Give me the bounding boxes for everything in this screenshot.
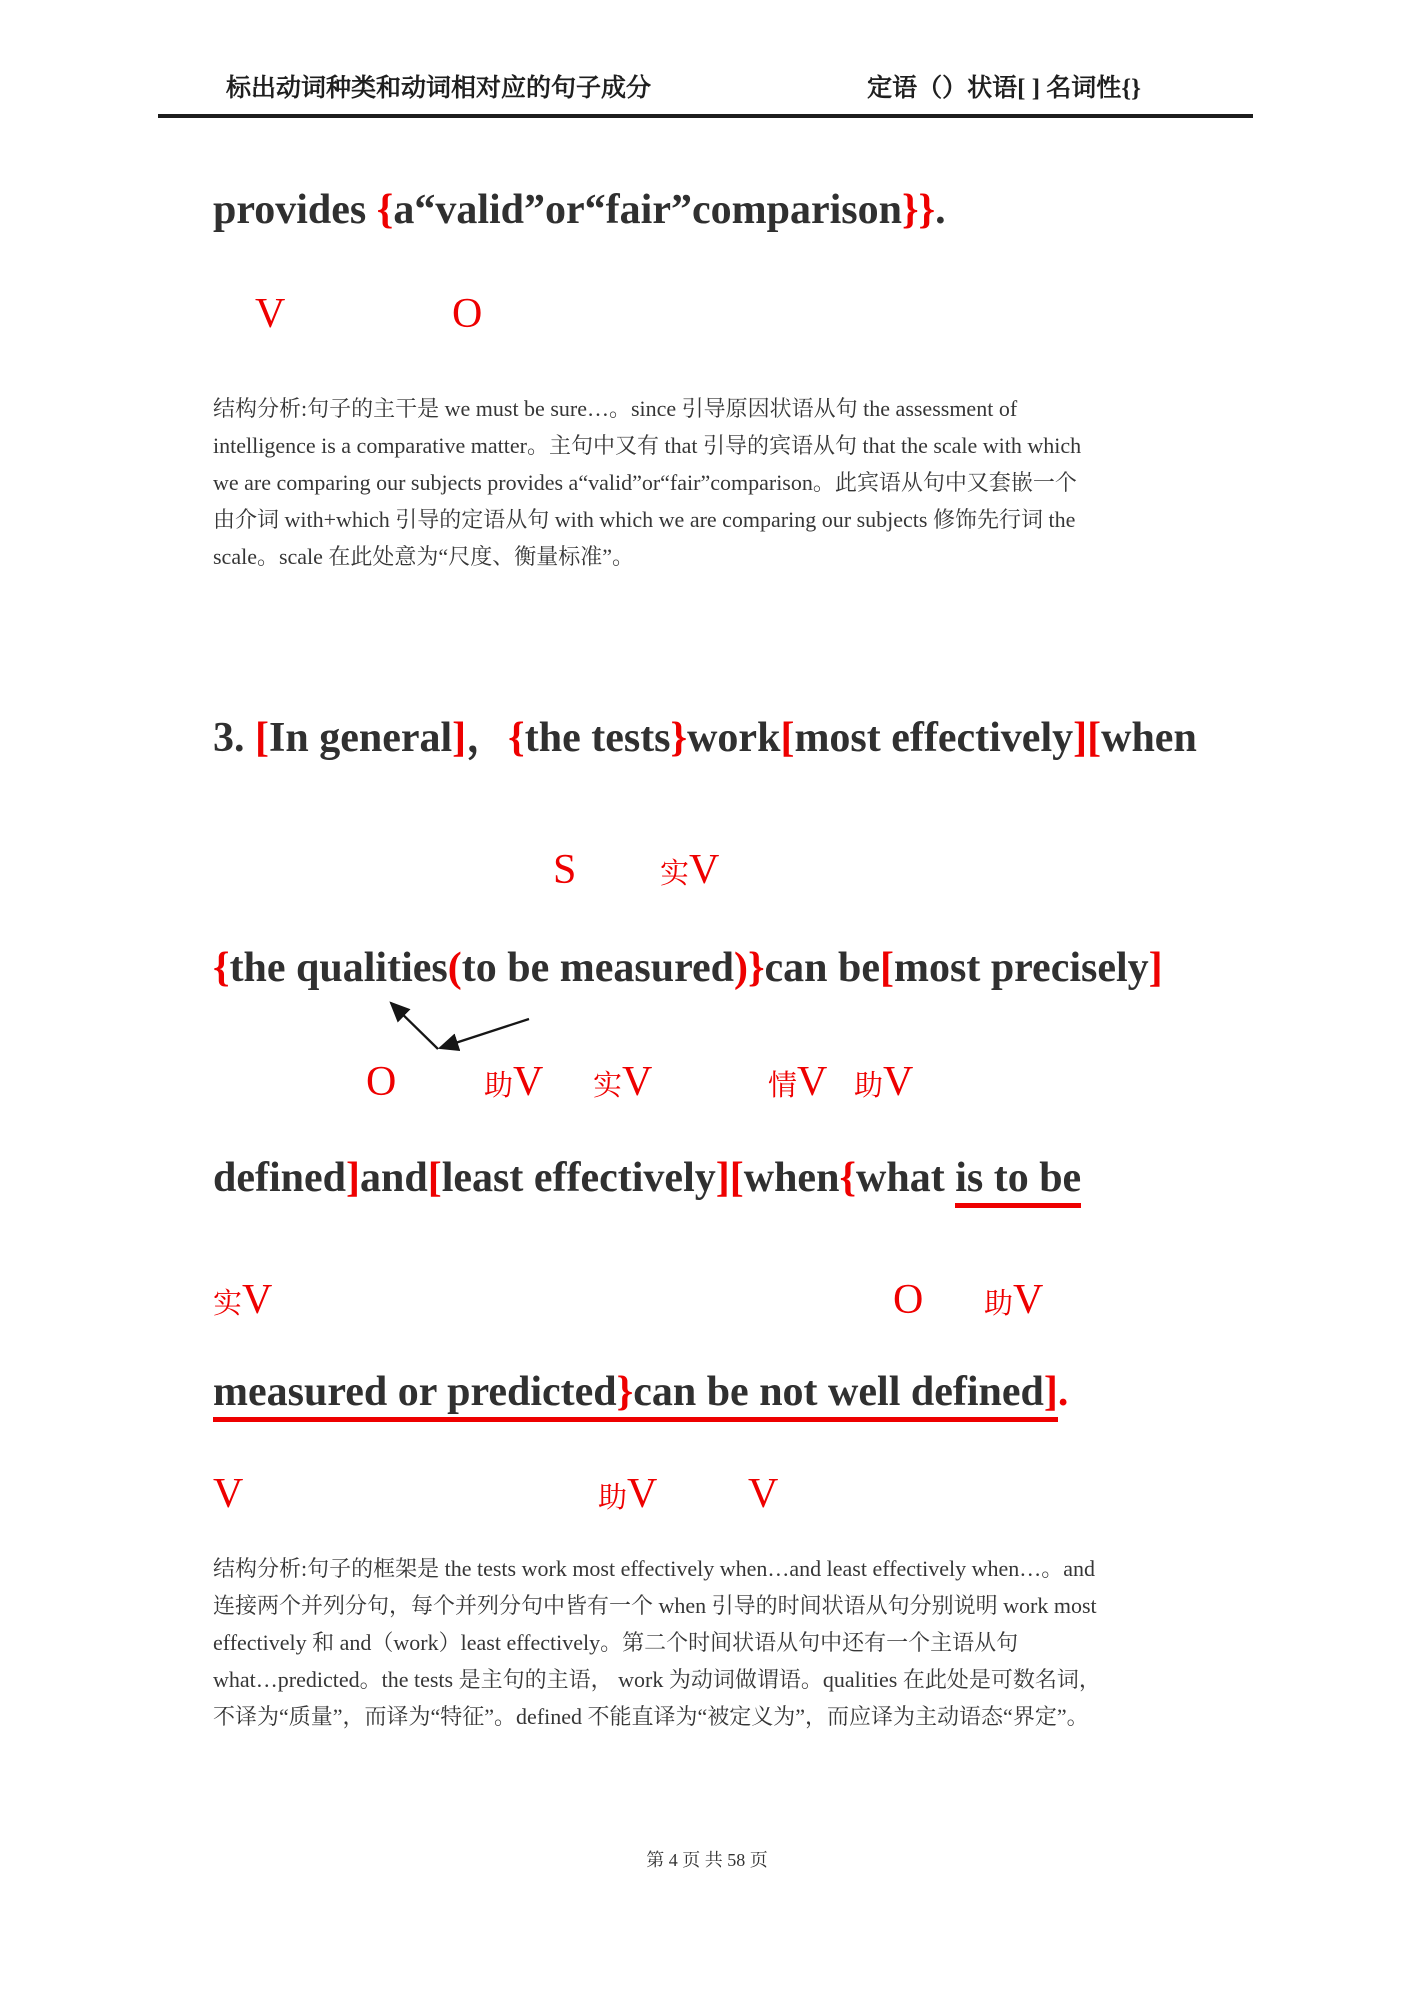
sentence-3-labels-row-4 [0,1468,1414,1530]
sentence-3-line-2 [213,940,1163,996]
grammar-label-cn: 实 [213,1288,243,1320]
sentence-text: most precisely [894,945,1149,991]
bracket-mark: { [508,715,525,761]
grammar-label-letter: O [893,1277,924,1323]
sentence-text: most effectively [794,715,1074,761]
grammar-label-cn: 助 [854,1070,884,1102]
bracket-mark: [ [780,715,795,761]
grammar-label-letter: V [622,1059,653,1105]
analysis-line: intelligence is a comparative matter。主句中又有 that 引导的宾语从句 that the scale with which [213,433,1082,458]
analysis-line: 连接两个并列分句，每个并列分句中皆有一个 when 引导的时间状语从句分别说明 work most [213,1593,1097,1618]
sentence-text: to be measured [461,945,734,991]
sentence-3-labels-row-2 [0,1056,1414,1118]
grammar-label [213,1274,272,1330]
analysis-line: 由介词 with+which 引导的定语从句 with which we are comparing our subjects 修饰先行词 the [213,507,1076,532]
sentence-text: can be [764,945,880,991]
grammar-label [768,1056,827,1112]
sentence-text: the tests [524,715,671,761]
grammar-label-letter: V [255,291,286,337]
structure-analysis-paragraph-1 [213,390,1258,575]
grammar-label [893,1274,923,1326]
analysis-line: 结构分析:句子的主干是 we must be sure…。since 引导原因状语从句 the assessment of [213,396,1018,421]
grammar-label [598,1468,657,1524]
grammar-label-cn: 助 [984,1288,1014,1320]
analysis-line: scale。scale 在此处意为“尺度、衡量标准”。 [213,544,634,569]
sentence-text: work [687,715,781,761]
bracket-mark: ] [346,1155,361,1201]
grammar-label [452,288,482,340]
analysis-line: 结构分析:句子的框架是 the tests work most effectively when…and least effectively when…。and [213,1556,1096,1581]
bracket-mark: { [376,187,394,233]
bracket-mark: . [1057,1369,1069,1415]
bracket-mark: [ [255,715,269,761]
grammar-label-cn: 实 [593,1070,623,1102]
header-title: 标出动词种类和动词相对应的句子成分 [226,75,652,102]
bracket-mark: ] [1044,1369,1058,1422]
bracket-mark: ][ [1073,715,1102,761]
grammar-label-letter: V [748,1471,779,1517]
sentence-text: measured or predicted [213,1369,617,1422]
grammar-label-cn: 助 [598,1482,628,1514]
sentence-text: and [360,1155,428,1201]
sentence-text: ， [466,715,509,761]
sentence-3-line-1 [213,710,1197,766]
bracket-mark: ( [447,945,462,991]
bracket-mark: ] [1148,945,1163,991]
grammar-label [366,1056,396,1108]
structure-analysis-paragraph-2 [213,1550,1258,1735]
sentence-text: . [935,187,946,233]
analysis-line: what…predicted。the tests 是主句的主语， work 为动词做谓语。qualities 在此处是可数名词， [213,1667,1101,1692]
bracket-mark: { [213,945,230,991]
grammar-label-cn: 助 [484,1070,514,1102]
annotation-arrows [375,993,545,1063]
sentence-text: the qualities [229,945,448,991]
bracket-mark: } [617,1369,634,1422]
sentence-text: least effectively [441,1155,716,1201]
page-header [158,58,1253,118]
sentence-text: what [856,1155,956,1201]
grammar-label-letter: V [627,1471,658,1517]
bracket-mark: ][ [715,1155,744,1201]
grammar-label [484,1056,543,1112]
grammar-label [984,1274,1043,1330]
grammar-label-letter: V [1013,1277,1044,1323]
grammar-label-letter: O [366,1059,397,1105]
grammar-label-cn: 情 [768,1070,798,1102]
grammar-label-letter: V [883,1059,914,1105]
sentence-text: In general [269,715,453,761]
sentence-2-labels-row [0,288,1414,350]
grammar-label [213,1468,243,1520]
grammar-label [553,844,576,896]
bracket-mark: ] [452,715,467,761]
bracket-mark: [ [880,945,894,991]
sentence-text: 3. [213,715,255,761]
sentence-text: when [1101,715,1197,761]
grammar-label-letter: V [242,1277,273,1323]
grammar-label-letter: O [452,291,483,337]
grammar-label-letter: V [689,847,720,893]
grammar-label-cn: 实 [660,858,690,890]
analysis-line: effectively 和 and（work）least effectively。第二个时间状语从句中还有一个主语从句 [213,1630,1019,1655]
sentence-text: can be not well defined [633,1369,1044,1422]
bracket-mark: }} [901,187,936,233]
analysis-line: we are comparing our subjects provides a“valid”or“fair”comparison。此宾语从句中又套嵌一个 [213,470,1077,495]
grammar-label-letter: V [797,1059,828,1105]
sentence-3-line-4 [213,1364,1068,1420]
sentence-2-line [213,182,946,238]
header-legend: 定语（）状语[ ] 名词性{} [867,75,1141,102]
page-number-footer: 第 4 页 共 58 页 [646,1850,768,1870]
sentence-3-labels-row-1 [0,844,1414,906]
sentence-text: when [743,1155,840,1201]
grammar-label-letter: S [553,847,577,893]
bracket-mark: { [839,1155,856,1201]
bracket-mark: )} [733,945,765,991]
sentence-3-line-3 [213,1150,1081,1206]
sentence-text: a“valid”or“fair”comparison [393,187,902,233]
grammar-label [748,1468,778,1520]
sentence-text: provides [213,187,377,233]
grammar-label-letter: V [513,1059,544,1105]
bracket-mark: } [670,715,688,761]
grammar-label [660,844,719,900]
grammar-label-letter: V [213,1471,244,1517]
sentence-text: is to be [955,1155,1081,1208]
bracket-mark: [ [427,1155,442,1201]
sentence-text: defined [213,1155,347,1201]
grammar-label [593,1056,652,1112]
sentence-3-labels-row-3 [0,1274,1414,1336]
grammar-label [854,1056,913,1112]
analysis-line: 不译为“质量”，而译为“特征”。defined 不能直译为“被定义为”，而应译为主动语态“界定”。 [213,1704,1089,1729]
grammar-label [255,288,285,340]
